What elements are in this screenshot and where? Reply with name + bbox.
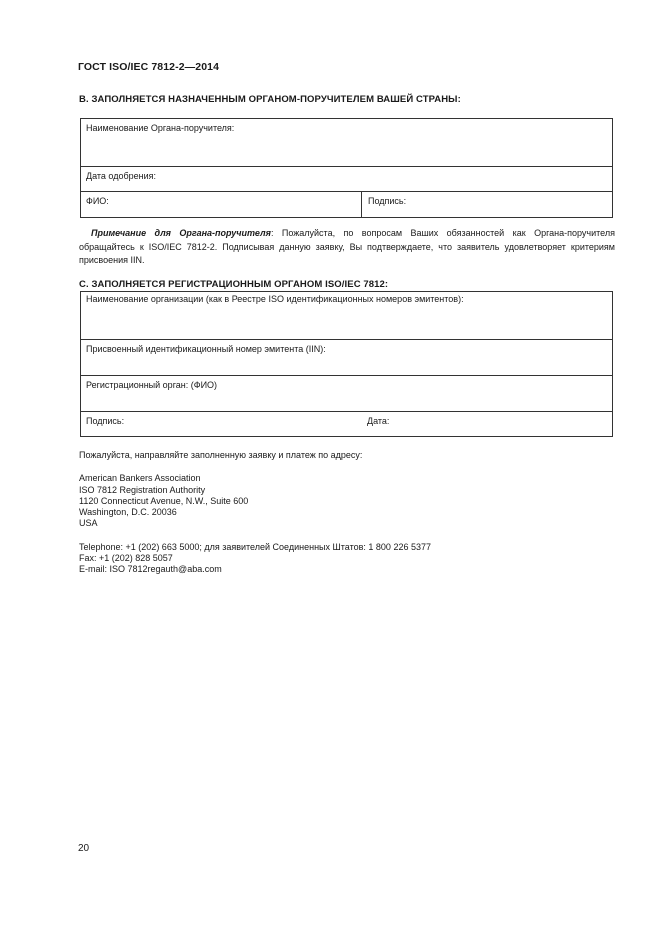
address-line: USA [79,518,98,528]
approval-date-label: Дата одобрения: [86,171,157,181]
address-line: Washington, D.C. 20036 [79,507,177,517]
sponsor-name-row[interactable] [81,119,612,167]
section-c-form [80,291,613,437]
signature-label: Подпись: [368,196,407,206]
page-number: 20 [78,843,90,854]
signature-date-row[interactable] [81,412,612,436]
document-header: ГОСТ ISO/IEC 7812-2—2014 [78,61,220,73]
address-line: 1120 Connecticut Avenue, N.W., Suite 600 [79,496,249,506]
email-link[interactable]: E-mail: ISO 7812regauth@aba.com [79,564,222,574]
note-lead: Примечание для Органа-поручителя [91,228,271,238]
assigned-iin-label: Присвоенный идентификационный номер эмитента (IIN): [86,344,326,354]
approval-date-row[interactable] [81,167,612,192]
signature-label: Подпись: [86,416,125,426]
organization-name-row[interactable] [81,292,612,340]
section-b-title: B. ЗАПОЛНЯЕТСЯ НАЗНАЧЕННЫМ ОРГАНОМ-ПОРУЧИТЕЛЕМ ВАШЕЙ СТРАНЫ: [79,94,461,105]
organization-name-label: Наименование организации (как в Реестре ISO идентификационных номеров эмитентов): [86,294,464,304]
column-divider [361,192,362,217]
sponsor-note [79,227,615,268]
date-label: Дата: [367,416,390,426]
registration-authority-row[interactable] [81,376,612,412]
send-instruction: Пожалуйста, направляйте заполненную заявку и платеж по адресу: [79,450,363,460]
address-line: American Bankers Association [79,473,201,483]
assigned-iin-row[interactable] [81,340,612,376]
registration-authority-label: Регистрационный орган: (ФИО) [86,380,218,390]
section-b-form [80,118,613,218]
name-signature-row [81,192,612,217]
address-line: ISO 7812 Registration Authority [79,485,206,495]
full-name-label: ФИО: [86,196,109,206]
section-c-title: С. ЗАПОЛНЯЕТСЯ РЕГИСТРАЦИОННЫМ ОРГАНОМ ISO/IEC 7812: [79,279,389,290]
note-text: : Пожалуйста, по вопросам Ваших обязанностей как Органа-поручителя обращайтесь к ISO/IEC 7812-2. Подписывая данную заявку, Вы подтверждаете, что заявитель удовлетворяет критериям присвоения IIN. [79,228,615,265]
fax-line: Fax: +1 (202) 828 5057 [79,553,173,563]
sponsor-name-label: Наименование Органа-поручителя: [86,123,235,133]
telephone-line: Telephone: +1 (202) 663 5000; для заявителей Соединенных Штатов: 1 800 226 5377 [79,542,431,552]
